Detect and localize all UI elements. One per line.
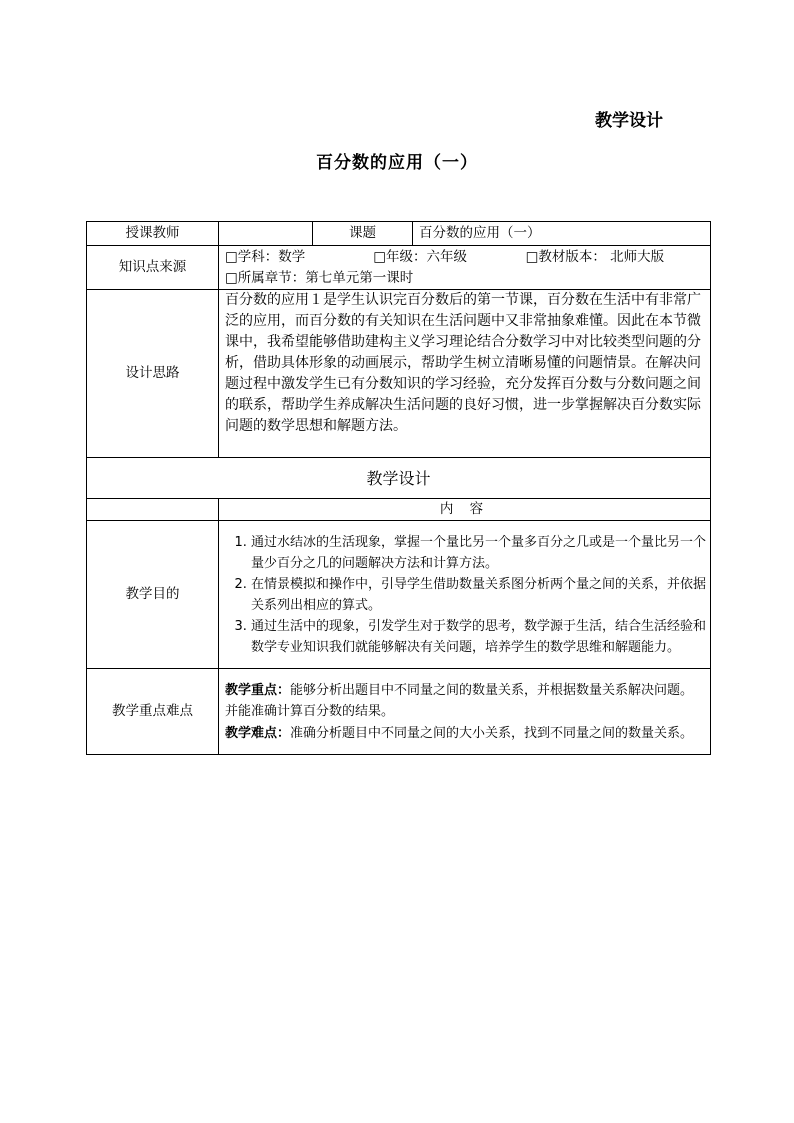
keypoint-focus [225,680,704,722]
source-row [87,246,711,290]
source-subject: □学科：数学 [225,248,306,265]
difficulty-label: 教学难点： [225,725,291,741]
header-label: 教学设计 [595,111,663,131]
goals-label: 教学目的 [87,521,219,669]
keypoint-difficulty [225,723,704,744]
keypoints-row [87,669,711,755]
lesson-table [86,221,711,755]
topic-value: 百分数的应用（一） [413,222,711,246]
content-header: 内 容 [219,499,711,521]
content-header-row [87,499,711,521]
content-header-blank [87,499,219,521]
teacher-value [219,222,313,246]
design-label: 设计思路 [87,290,219,458]
document-title: 百分数的应用（一） [316,153,478,173]
topic-label: 课题 [313,222,413,246]
section-title-row [87,458,711,499]
design-text: 百分数的应用１是学生认识完百分数后的第一节课，百分数在生活中有非常广泛的应用，而百分数的有关知识在生活问题中又非常抽象难懂。因此在本节微课中，我希望能够借助建构主义学习理论结合分数学习中对比较类型问题的分析，借助具体形象的动画展示，帮助学生树立清晰易懂的问题情景。在解决问题过程中激发学生已有分数知识的学习经验，充分发挥百分数与分数问题之间的联系，帮助学生养成解决生活问题的良好习惯，进一步掌握解决百分数实际问题的数学思想和解题方法。 [219,290,711,458]
design-row [87,290,711,458]
source-edition: □教材版本： 北师大版 [525,248,665,265]
keypoints-content [219,669,711,755]
teacher-topic-row [87,222,711,246]
source-chapter: □所属章节：第七单元第一课时 [225,269,414,286]
goal-item: 2. 在情景模拟和操作中，引导学生借助数量关系图分析两个量之间的关系，并依据关系列出相应的算式。 [251,574,706,616]
source-label: 知识点来源 [87,246,219,290]
goals-list [225,532,706,658]
source-value [219,246,711,290]
teacher-label: 授课教师 [87,222,219,246]
section-title: 教学设计 [87,458,711,499]
keypoints-label: 教学重点难点 [87,669,219,755]
goal-item: 3. 通过生活中的现象，引发学生对于数学的思考，数学源于生活，结合生活经验和数学专业知识我们就能够解决有关问题，培养学生的数学思维和解题能力。 [251,616,706,658]
source-grade: □年级：六年级 [373,248,468,265]
goals-row [87,521,711,669]
difficulty-text: 准确分析题目中不同量之间的大小关系，找到不同量之间的数量关系。 [290,725,694,741]
goal-item: 1. 通过水结冰的生活现象，掌握一个量比另一个量多百分之几或是一个量比另一个量少百分之几的问题解决方法和计算方法。 [251,532,706,574]
goals-content [219,521,711,669]
focus-label: 教学重点： [225,682,291,698]
focus-text: 能够分析出题目中不同量之间的数量关系，并根据数量关系解决问题。并能准确计算百分数的结果。 [225,682,694,719]
